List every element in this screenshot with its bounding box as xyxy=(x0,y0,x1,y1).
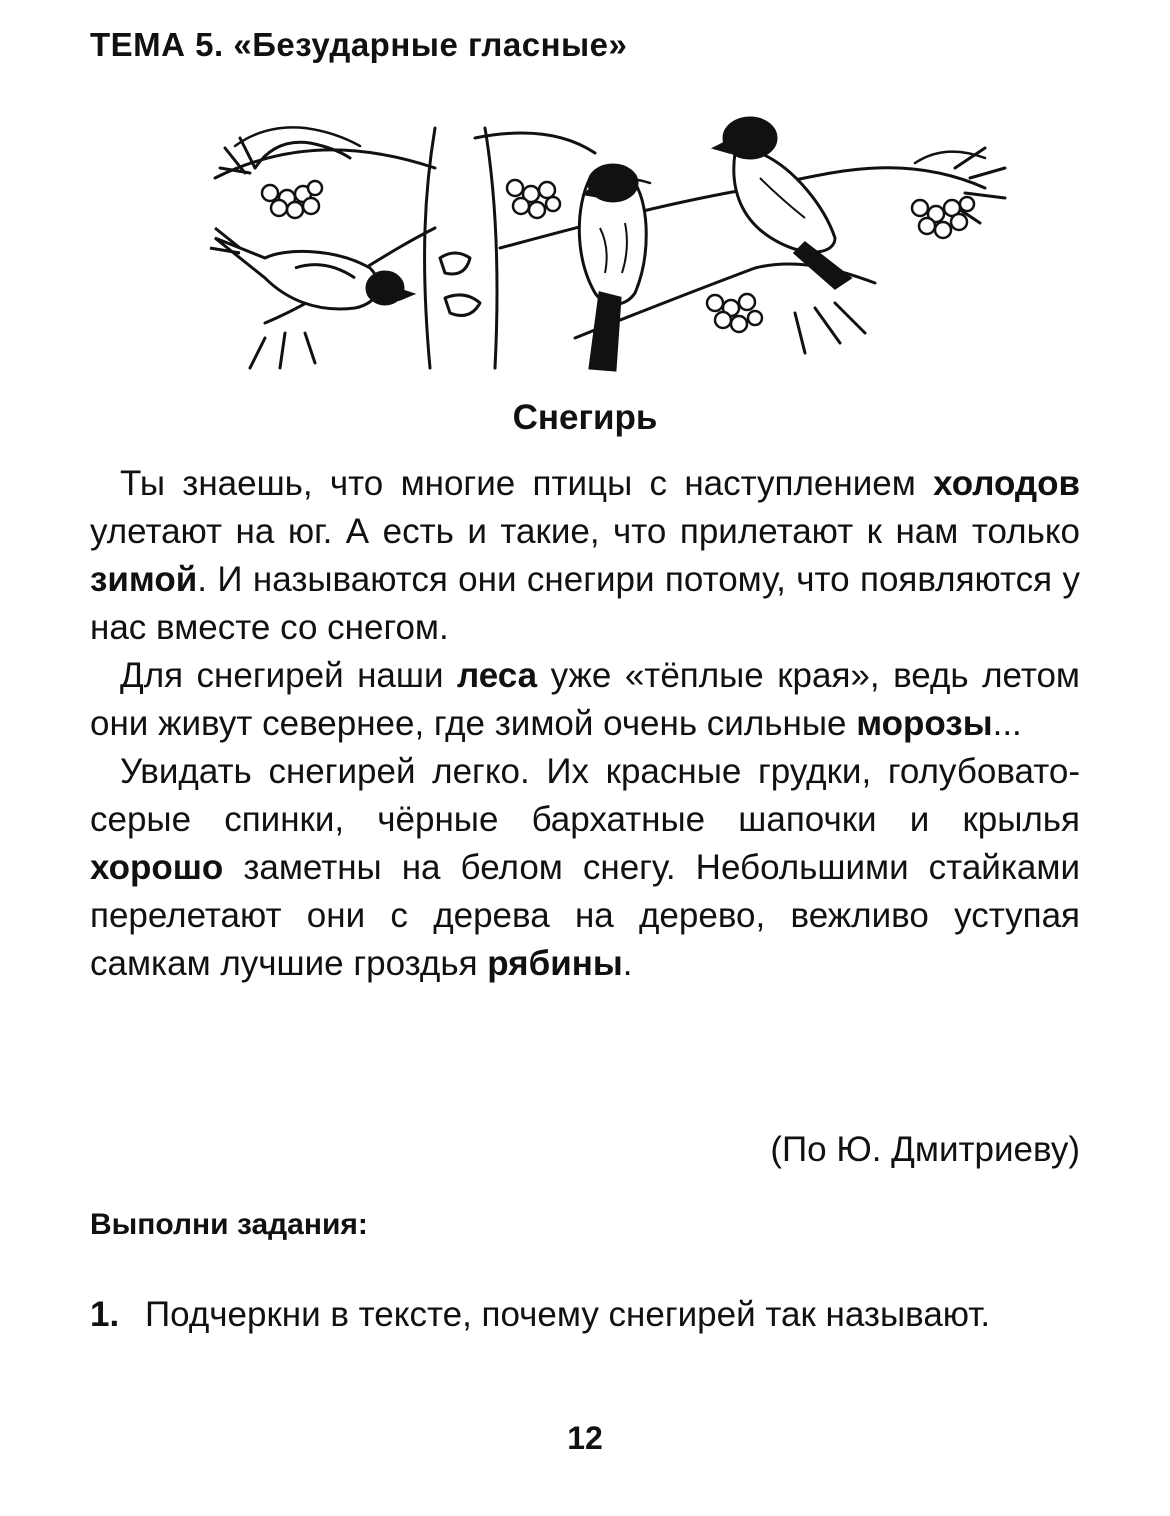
story-text xyxy=(90,460,1080,988)
bullfinch-center xyxy=(579,165,646,370)
tree-trunk-right-edge xyxy=(485,128,497,368)
rowan-berries-center xyxy=(507,180,560,218)
text-run: . xyxy=(622,944,633,983)
page-number: 12 xyxy=(567,1420,603,1456)
bold-word: леса xyxy=(456,656,538,695)
story-paragraph-1 xyxy=(90,460,1080,652)
text-run: Увидать снегирей легко. Их красные грудки, голубовато-серые спинки, чёрные бархатные шапочки и крылья xyxy=(90,752,1080,839)
text-run: улетают на юг. А есть и такие, что прилетают к нам только xyxy=(90,512,1080,551)
text-run: . И называются они снегири потому, что появляются у нас вместе со снегом. xyxy=(90,560,1080,647)
task-text: Подчеркни в тексте, почему снегирей так называют. xyxy=(145,1295,991,1334)
bold-word: хорошо xyxy=(90,848,224,887)
bullfinch-right xyxy=(715,118,850,288)
bullfinches-illustration xyxy=(195,108,1040,378)
bullfinch-left xyxy=(210,228,412,309)
bold-word: холодов xyxy=(933,464,1080,503)
text-run: Для снегирей наши xyxy=(120,656,457,695)
rowan-berries-left xyxy=(262,181,322,218)
story-paragraph-2 xyxy=(90,652,1080,748)
story-title: Снегирь xyxy=(512,398,658,437)
tasks-heading: Выполни задания: xyxy=(90,1208,368,1241)
text-run: заметны на белом снегу. Небольшими стайками перелетают они с дерева на дерево, вежливо уступая самкам лучшие гроздья xyxy=(90,848,1080,983)
task-number: 1. xyxy=(90,1295,120,1334)
bold-word: зимой xyxy=(90,560,198,599)
rowan-berries-bottom xyxy=(707,294,762,332)
task-item xyxy=(90,1290,1080,1340)
story-paragraph-3 xyxy=(90,748,1080,988)
rowan-berries-right xyxy=(912,197,974,238)
text-run: ... xyxy=(992,704,1022,743)
text-run: уже «тёплые края», ведь летом они живут севернее, где зимой очень сильные xyxy=(90,656,1080,743)
bold-word: морозы xyxy=(856,704,993,743)
topic-heading: ТЕМА 5. «Безударные гласные» xyxy=(90,26,628,63)
bold-word: рябины xyxy=(487,944,623,983)
story-author: (По Ю. Дмитриеву) xyxy=(770,1130,1080,1169)
text-run: Ты знаешь, что многие птицы с наступлением xyxy=(120,464,934,503)
